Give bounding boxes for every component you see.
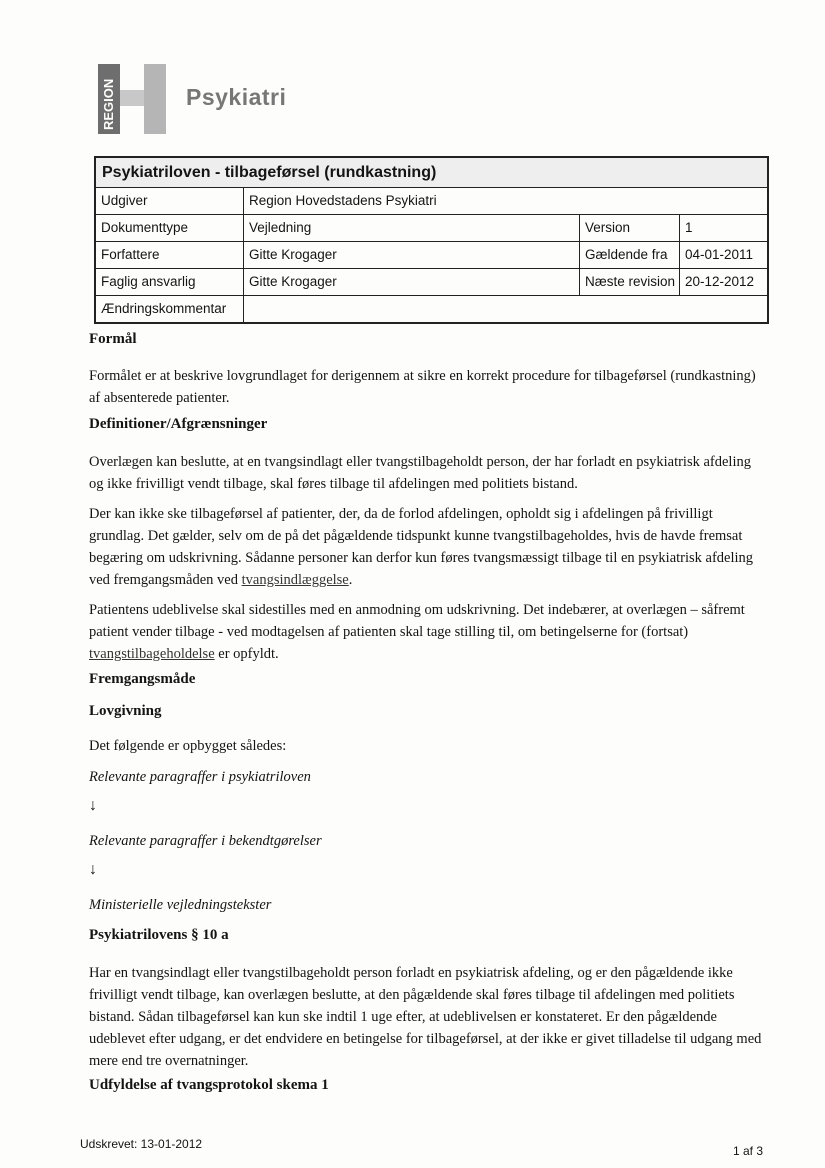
meta-value: Gitte Krogager bbox=[244, 242, 580, 268]
meta-keyvalue: 1 bbox=[685, 220, 693, 235]
text: . bbox=[348, 572, 353, 588]
paragraph-definitions-1: Overlægen kan beslutte, at en tvangsindlagt eller tvangstilbageholdt person, der har forladt en psykiatrisk afdeling og ikke frivilligt vendt tilbage, skal føres tilbage til afdelingen med politiets bistand. bbox=[89, 454, 751, 492]
paragraph-10a: Har en tvangsindlagt eller tvangstilbageholdt person forladt en psykiatrisk afdeling, og er den pågældende ikke frivilligt vendt tilbage, kan overlægen beslutte, at den pågældende skal føres tilbage til afdelingen med politiets bistand. Sådan tilbageførsel kan kun ske indtil 1 uge efter, at udeblivelsen er konstateret. Er den pågældende udeblevet efter udgang, er det endvidere en betingelse for tilbageførsel, at der ikke er givet tilladelse til udgang med mere end tre overnatninger. bbox=[89, 965, 762, 1069]
logo-name: Psykiatri bbox=[186, 84, 287, 110]
meta-label: Dokumenttype bbox=[96, 215, 244, 241]
heading-lovgivning: Lovgivning bbox=[89, 703, 162, 719]
paragraph-definitions-3 bbox=[89, 599, 769, 665]
document-metadata-table bbox=[94, 156, 769, 324]
meta-value: Gitte Krogager bbox=[244, 269, 580, 295]
logo-vertical-text: REGION bbox=[101, 78, 116, 130]
text: Patientens udeblivelse skal sidestilles med en anmodning om udskrivning. Det indebærer, at overlægen – såfremt patient vender tilbage - ved modtagelsen af patienten skal tage stilling til, om betingelserne for (fortsat) bbox=[89, 602, 745, 640]
meta-row-change-comment bbox=[96, 296, 767, 322]
page-number: 1 af 3 bbox=[733, 1144, 764, 1158]
text: er opfyldt. bbox=[214, 646, 279, 662]
text: Der kan ikke ske tilbageførsel af patienter, der, da de forlod afdelingen, opholdt sig i afdelingen på frivilligt grundlag. Det gælder, selv om de på det pågældende tidspunkt kunne tvangstilbageholdes, hvis de havde fremsat begæring om udskrivning. Sådanne personer kan derfor kun føres tvangsmæssigt tilbage til en psykiatrisk afdeling ved fremgangsmåden ved bbox=[89, 506, 754, 588]
paragraph-lovgivning: Det følgende er opbygget således: bbox=[89, 738, 287, 754]
meta-key: Gældende fra bbox=[580, 242, 680, 268]
meta-label: Ændringskommentar bbox=[96, 296, 244, 322]
meta-value: Vejledning bbox=[244, 215, 580, 241]
chain-item-vejledningstekster: Ministerielle vejledningstekster bbox=[89, 897, 272, 913]
meta-row-publisher bbox=[96, 188, 767, 215]
heading-paragraph-10a: Psykiatrilovens § 10 a bbox=[89, 927, 229, 943]
region-h-logo bbox=[98, 62, 168, 134]
meta-keyvalue: 04-01-2011 bbox=[685, 247, 754, 262]
heading-tvangsprotokol: Udfyldelse af tvangsprotokol skema 1 bbox=[89, 1077, 329, 1093]
down-arrow-icon: ↓ bbox=[89, 797, 97, 814]
meta-value bbox=[244, 296, 767, 322]
link-tvangstilbageholdelse[interactable]: tvangstilbageholdelse bbox=[89, 646, 215, 662]
meta-label: Faglig ansvarlig bbox=[96, 269, 244, 295]
heading-definitions: Definitioner/Afgrænsninger bbox=[89, 416, 268, 432]
chain-item-psykiatriloven: Relevante paragraffer i psykiatriloven bbox=[89, 769, 311, 785]
meta-label: Forfattere bbox=[96, 242, 244, 268]
printed-date: Udskrevet: 13-01-2012 bbox=[80, 1137, 203, 1151]
meta-row-doctype bbox=[96, 215, 767, 242]
meta-row-authors bbox=[96, 242, 767, 269]
heading-formaal: Formål bbox=[89, 331, 137, 347]
heading-fremgangsmaade: Fremgangsmåde bbox=[89, 671, 196, 687]
meta-value: Region Hovedstadens Psykiatri bbox=[249, 193, 437, 208]
meta-key: Version bbox=[580, 215, 680, 241]
chain-item-bekendtgoerelser: Relevante paragraffer i bekendtgørelser bbox=[89, 833, 322, 849]
paragraph-definitions-2 bbox=[89, 503, 769, 591]
meta-keyvalue: 20-12-2012 bbox=[685, 274, 755, 289]
link-tvangsindlaeggelse[interactable]: tvangsindlæggelse bbox=[241, 572, 349, 588]
meta-label: Udgiver bbox=[96, 188, 244, 214]
meta-key: Næste revision bbox=[580, 269, 680, 295]
down-arrow-icon: ↓ bbox=[89, 861, 97, 878]
paragraph-formaal: Formålet er at beskrive lovgrundlaget for derigennem at sikre en korrekt procedure for tilbageførsel (rundkastning) af absenterede patienter. bbox=[89, 368, 756, 406]
meta-row-responsible bbox=[96, 269, 767, 296]
document-title: Psykiatriloven - tilbageførsel (rundkastning) bbox=[96, 158, 767, 188]
